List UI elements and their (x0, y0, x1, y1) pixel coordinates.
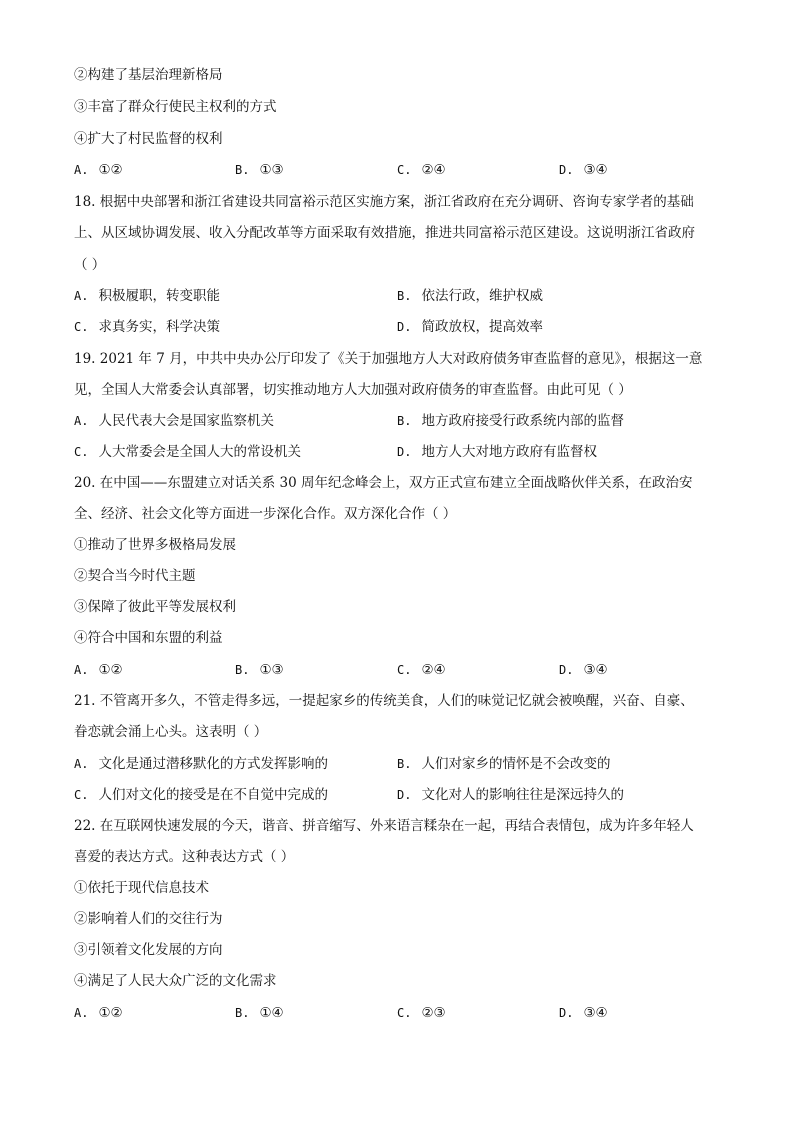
q20-item-3: ③保障了彼此平等发展权利 (74, 599, 236, 615)
q19-option-c: C. 人大常委会是全国人大的常设机关 (74, 444, 301, 460)
q22-option-b: B. ①④ (235, 1005, 284, 1021)
q22-option-c: C. ②③ (397, 1005, 446, 1021)
q20-options (74, 661, 724, 679)
q19-options-row-2 (74, 443, 724, 461)
q22-item-2: ②影响着人们的交往行为 (74, 911, 223, 927)
q18-stem-line-2: 上、从区域协调发展、收入分配改革等方面采取有效措施，推进共同富裕示范区建设。这说明浙江省政府 (74, 225, 695, 241)
q18-options-row-1 (74, 287, 724, 305)
q20-stem-line-2: 全、经济、社会文化等方面进一步深化合作。双方深化合作（ ） (74, 506, 457, 522)
q19-option-a: A. 人民代表大会是国家监察机关 (74, 413, 274, 429)
q22-option-d: D. ③④ (559, 1005, 608, 1021)
q17-option-c: C. ②④ (397, 162, 446, 178)
q17-item-3: ③丰富了群众行使民主权利的方式 (74, 99, 277, 115)
q18-options-row-2 (74, 318, 724, 336)
q18-option-a: A. 积极履职，转变职能 (74, 288, 220, 304)
q22-options (74, 1004, 724, 1022)
q21-option-b: B. 人们对家乡的情怀是不会改变的 (397, 756, 611, 772)
q20-option-d: D. ③④ (559, 662, 608, 678)
q17-option-b: B. ①③ (235, 162, 284, 178)
q17-option-a: A. ①② (74, 162, 123, 178)
q21-option-a: A. 文化是通过潜移默化的方式发挥影响的 (74, 756, 328, 772)
q19-option-d: D. 地方人大对地方政府有监督权 (397, 444, 597, 460)
q21-options-row-1 (74, 755, 724, 773)
q19-stem-line-1: 19. 2021 年 7 月，中共中央办公厅印发了《关于加强地方人大对政府债务审查监督的意见》，根据这一意 (74, 351, 703, 367)
q20-item-1: ①推动了世界多极格局发展 (74, 537, 236, 553)
q18-option-d: D. 简政放权，提高效率 (397, 319, 543, 335)
q22-stem-line-2: 喜爱的表达方式。这种表达方式（ ） (74, 849, 295, 865)
q20-option-c: C. ②④ (397, 662, 446, 678)
q22-option-a: A. ①② (74, 1005, 123, 1021)
q17-item-4: ④扩大了村民监督的权利 (74, 131, 223, 147)
q20-item-2: ②契合当今时代主题 (74, 568, 196, 584)
q20-option-a: A. ①② (74, 662, 123, 678)
q21-options-row-2 (74, 786, 724, 804)
q21-stem-line-1: 21. 不管离开多久，不管走得多远，一提起家乡的传统美食，人们的味觉记忆就会被唤醒，兴奋、自豪、 (74, 693, 694, 709)
q20-item-4: ④符合中国和东盟的利益 (74, 630, 223, 646)
q20-stem-line-1: 20. 在中国——东盟建立对话关系 30 周年纪念峰会上，双方正式宣布建立全面战略伙伴关系，在政治安 (74, 475, 693, 491)
q22-stem-line-1: 22. 在互联网快速发展的今天，谐音、拼音缩写、外来语言糅杂在一起，再结合表情包，成为许多年轻人 (74, 818, 694, 834)
q17-item-2: ②构建了基层治理新格局 (74, 67, 223, 83)
q19-option-b: B. 地方政府接受行政系统内部的监督 (397, 413, 624, 429)
q18-option-c: C. 求真务实，科学决策 (74, 319, 220, 335)
q18-stem-line-3: （ ） (74, 257, 106, 273)
q19-stem-line-2: 见，全国人大常委会认真部署，切实推动地方人大加强对政府债务的审查监督。由此可见（ ） (74, 382, 632, 398)
q21-option-c: C. 人们对文化的接受是在不自觉中完成的 (74, 787, 328, 803)
q18-stem-line-1: 18. 根据中央部署和浙江省建设共同富裕示范区实施方案，浙江省政府在充分调研、咨询专家学者的基础 (74, 194, 694, 210)
q19-options-row-1 (74, 412, 724, 430)
q17-option-d: D. ③④ (559, 162, 608, 178)
q22-item-1: ①依托于现代信息技术 (74, 880, 209, 896)
q21-stem-line-2: 眷恋就会涌上心头。这表明（ ） (74, 724, 268, 740)
q22-item-4: ④满足了人民大众广泛的文化需求 (74, 973, 277, 989)
q22-item-3: ③引领着文化发展的方向 (74, 942, 223, 958)
q20-option-b: B. ①③ (235, 662, 284, 678)
q18-option-b: B. 依法行政，维护权威 (397, 288, 543, 304)
q21-option-d: D. 文化对人的影响往往是深远持久的 (397, 787, 624, 803)
q17-options (74, 161, 724, 179)
